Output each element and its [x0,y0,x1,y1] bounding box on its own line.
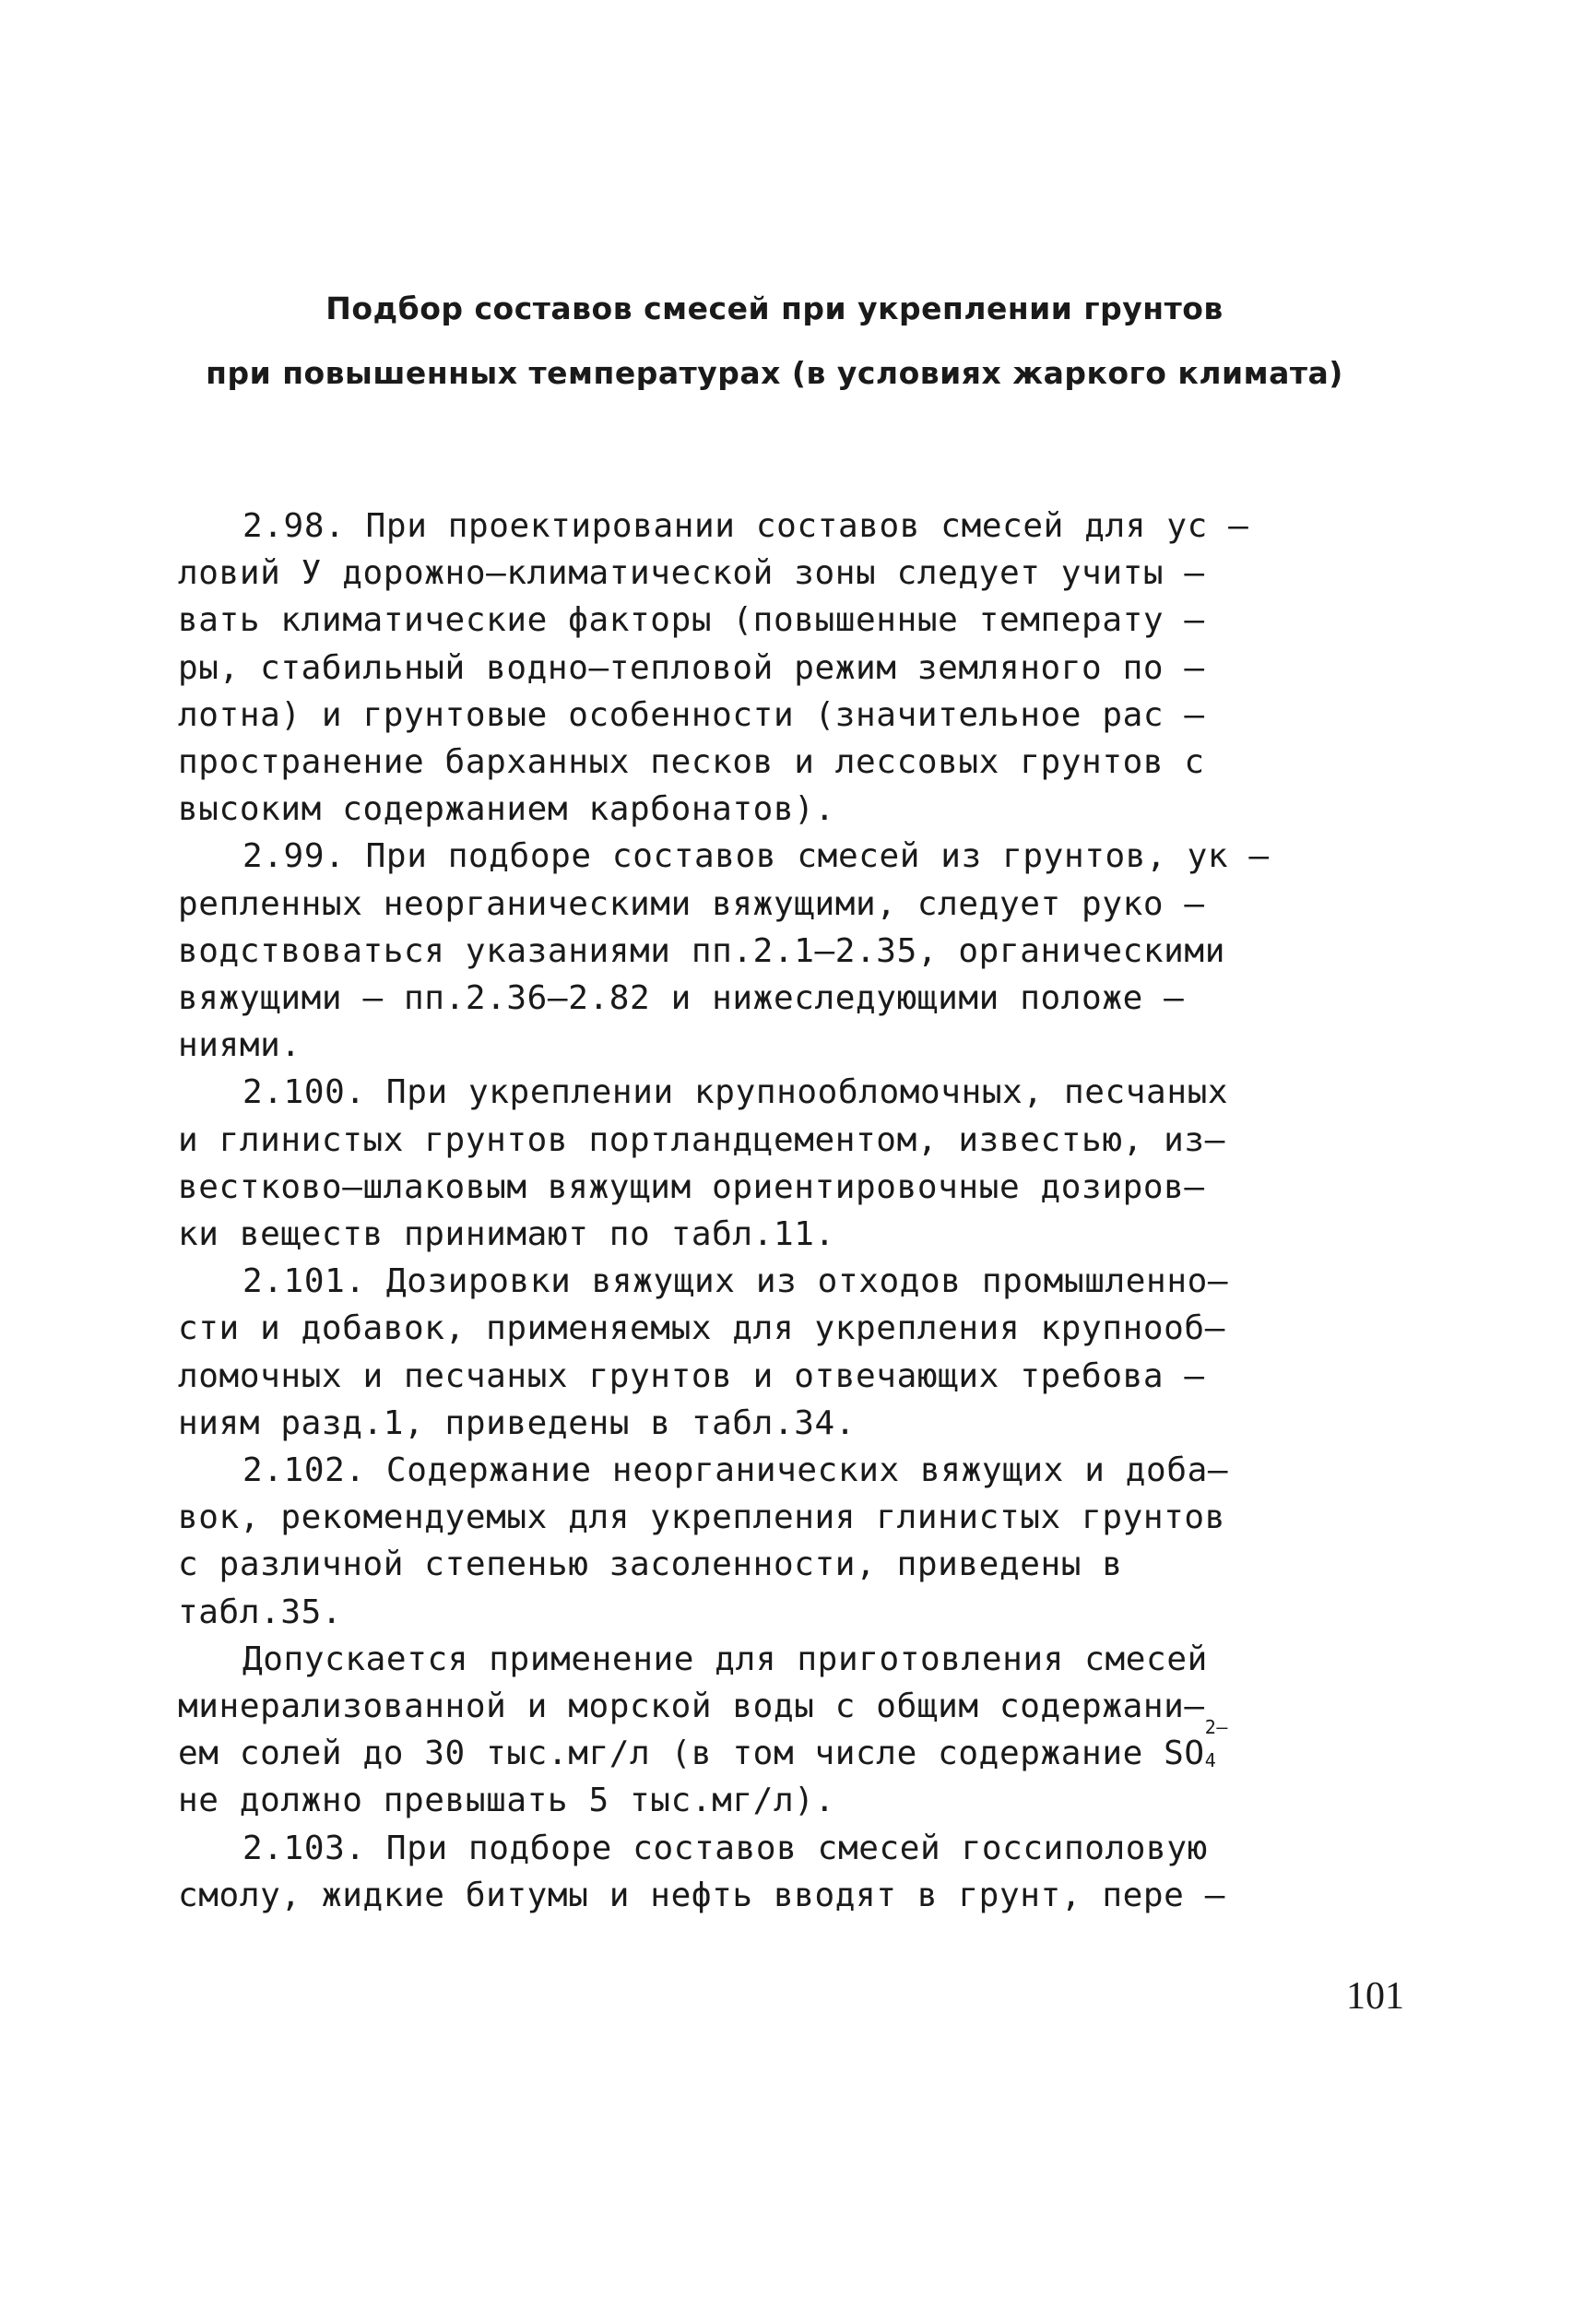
text-line: 2.103. При подборе составов смесей госсиполовую [242,1829,1208,1867]
text-line: 2.99. При подборе составов смесей из грунтов, ук – [242,837,1270,876]
text-line: ры, стабильный водно–тепловой режим земляного по – [178,648,1205,687]
paragraph-2-99 [178,833,1395,1069]
formula-subscript: 4 [1204,1749,1217,1772]
text-line: вестково–шлаковым вяжущим ориентировочные дозиров– [178,1167,1205,1206]
text-line: 2.101. Дозировки вяжущих из отходов промышленно– [242,1262,1229,1301]
text-line: и глинистых грунтов портландцементом, известью, из– [178,1120,1225,1159]
text-line: ниями. [178,1026,301,1065]
text-line: 2.102. Содержание неорганических вяжущих и доба– [242,1451,1229,1490]
text-line: смолу, жидкие битумы и нефть вводят в грунт, пере – [178,1876,1225,1914]
heading-line-2: при повышенных температурах (в условиях жаркого климата) [206,355,1343,391]
text-line [178,1716,1395,1777]
text-line: ниям разд.1, приведены в табл.34. [178,1403,857,1442]
text-line: минерализованной и морской воды с общим содержани– [178,1687,1205,1726]
text-line: пространение барханных песков и лессовых грунтов с [178,743,1205,782]
text-line: ломочных и песчаных грунтов и отвечающих требова – [178,1356,1205,1395]
text-line: водствоваться указаниями пп.2.1–2.35, органическими [178,931,1225,970]
formula-base: SO [1164,1735,1205,1773]
text-line: с различной степенью засоленности, приведены в [178,1545,1123,1584]
text-line: не должно превышать 5 тыс.мг/л). [178,1782,835,1820]
paragraph-2-103 [178,1825,1395,1919]
paragraph-2-98 [178,503,1395,833]
text-line: высоким содержанием карбонатов). [178,790,835,829]
sulfate-formula [1164,1716,1229,1773]
formula-superscript: 2– [1204,1716,1229,1739]
paragraph-water-allowance [178,1636,1395,1825]
text-line: ки веществ принимают по табл.11. [178,1215,835,1254]
text-line: вяжущими – пп.2.36–2.82 и нижеследующими положе – [178,979,1185,1018]
text-fragment: ем солей до 30 тыс.мг/л (в том числе содержание [178,1735,1143,1773]
heading-line-1: Подбор составов смесей при укреплении грунтов [325,290,1224,326]
text-line: ловий У дорожно–климатической зоны следует учиты – [178,554,1205,593]
paragraph-2-100 [178,1069,1395,1258]
text-line: табл.35. [178,1593,343,1631]
text-line: репленных неорганическими вяжущими, следует руко – [178,884,1205,923]
text-line: вок, рекомендуемых для укрепления глинистых грунтов [178,1498,1225,1537]
paragraph-2-102 [178,1447,1395,1636]
text-line: Допускается применение для приготовления смесей [242,1640,1208,1678]
body-text [178,503,1395,1919]
page-number: 101 [1346,1975,1404,2018]
text-line: 2.100. При укреплении крупнообломочных, песчаных [242,1073,1229,1112]
text-line: сти и добавок, применяемых для укрепления крупнооб– [178,1309,1225,1348]
formula-indices [1204,1716,1229,1772]
text-line: вать климатические факторы (повышенные температу – [178,601,1205,640]
text-line: 2.98. При проектировании составов смесей для ус – [242,507,1249,545]
section-heading [166,277,1383,406]
paragraph-2-101 [178,1258,1395,1447]
text-line: лотна) и грунтовые особенности (значительное рас – [178,695,1205,734]
